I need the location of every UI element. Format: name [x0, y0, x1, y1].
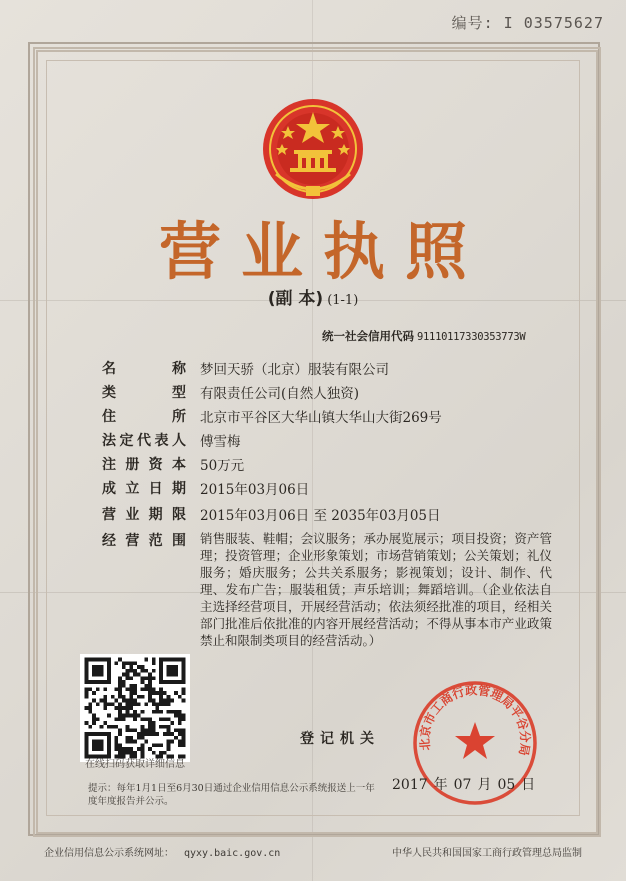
- national-emblem-icon: [258, 94, 368, 204]
- field-label: 成 立 日 期: [102, 481, 186, 497]
- field-label: 经 营 范 围: [102, 533, 186, 549]
- field-label: 法 定 代 表 人: [102, 433, 186, 449]
- qr-code[interactable]: [80, 654, 190, 762]
- credit-code-label: 统一社会信用代码: [322, 329, 414, 343]
- field-label: 营 业 期 限: [102, 507, 186, 523]
- field-type: [102, 382, 552, 406]
- serial-number: 编号: I 03575627: [451, 14, 604, 32]
- field-registered-capital: [102, 454, 552, 478]
- field-label: 名 称: [102, 361, 186, 377]
- copy-designation: [0, 284, 626, 309]
- credit-code: [322, 328, 525, 344]
- field-value: 2015年03月06日 至 2035年03月05日: [200, 508, 441, 524]
- copy-page: (1-1): [327, 293, 359, 308]
- field-address: [102, 406, 552, 430]
- system-url[interactable]: qyxy.baic.gov.cn: [184, 848, 281, 859]
- field-value: 有限责任公司(自然人独资): [200, 386, 360, 402]
- footer-system-url: 企业信用信息公示系统网址： qyxy.baic.gov.cn: [44, 848, 281, 859]
- business-scope-text: 销售服装、鞋帽；会议服务；承办展览展示；项目投资；资产管理；投资管理；企业形象策划；市场营销策划；公关策划；礼仪服务；婚庆服务；公共关系服务；影视策划；设计、制作、代理、发布广告；服装租赁；声乐培训；舞蹈培训。（企业依法自主选择经营项目，开展经营活动；依法须经批准的项目，经相关部门批准后依批准的内容开展经营活动；不得从事本市产业政策禁止和限制类项目的经营活动。）: [200, 531, 552, 648]
- qr-caption: 在线扫码获取详细信息: [85, 759, 185, 770]
- field-established-date: [102, 478, 552, 502]
- credit-code-value: 91110117330353773W: [417, 331, 526, 343]
- field-name: [102, 358, 552, 382]
- field-value: 傅雪梅: [200, 434, 241, 450]
- field-business-scope: [102, 530, 552, 648]
- field-value: 北京市平谷区大华山镇大华山大街269号: [200, 410, 442, 426]
- field-label: 注 册 资 本: [102, 457, 186, 473]
- field-label: 类 型: [102, 385, 186, 401]
- field-value: 2015年03月06日: [200, 482, 310, 498]
- field-legal-representative: [102, 430, 552, 454]
- field-business-term: [102, 504, 552, 528]
- footer-supervisor: 中华人民共和国国家工商行政管理总局监制: [392, 848, 582, 859]
- seal-text: 北京市工商行政管理局平谷分局: [417, 683, 533, 757]
- field-value: 50万元: [200, 458, 245, 474]
- annual-report-notice: 提示：每年1月1日至6月30日通过企业信用信息公示系统报送上一年度年度报告并公示。: [88, 783, 375, 807]
- field-value: 梦回天骄（北京）服装有限公司: [200, 362, 389, 378]
- issue-date: 2017 年 07 月 05 日: [392, 777, 536, 793]
- document-title: 营业执照: [158, 215, 487, 288]
- registration-authority-label: 登记机关: [300, 731, 380, 747]
- copy-label: (副 本): [267, 289, 324, 309]
- field-label: 住 所: [102, 409, 186, 425]
